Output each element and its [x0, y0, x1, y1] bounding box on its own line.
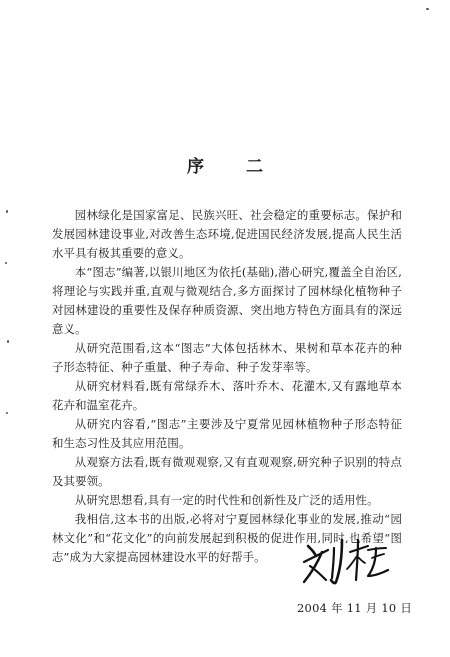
scan-speck	[6, 210, 8, 213]
handwritten-signature	[300, 536, 390, 588]
scan-speck	[426, 8, 429, 10]
paragraph: 从研究思想看,具有一定的时代性和创新性及广泛的适用性。	[74, 493, 379, 507]
scan-speck	[7, 340, 9, 343]
date-line: 2004 年 11 月 10 日	[297, 601, 413, 615]
scan-speck	[5, 262, 7, 264]
paragraph: 从研究材料看,既有常绿乔木、落叶乔木、花灌木,又有露地草本花卉和温室花卉。	[52, 379, 402, 412]
body-text	[52, 206, 402, 567]
scan-speck	[6, 412, 8, 414]
paragraph: 我相信,这本书的出版,必将对宁夏园林绿化事业的发展,推动“园林文化”和“花文化”的向前发展起到积极的促进作用,同时,也希望“图志”成为大家提高园林建设水平的好帮手。	[52, 512, 402, 564]
paragraph: 从研究内容看,“图志”主要涉及宁夏常见园林植物种子形态特征和生态习性及其应用范围。	[52, 417, 402, 450]
paragraph: 从研究范围看,这本“图志”大体包括林木、果树和草本花卉的种子形态特征、种子重量、种子寿命、种子发芽率等。	[52, 341, 402, 374]
paragraph: 本“图志”编著,以银川地区为依托(基础),潜心研究,覆盖全自治区,将理论与实践并重,直观与微观结合,多方面探讨了园林绿化植物种子对园林建设的重要性及保存种质资源、突出地方特色方面具有的深远意义。	[52, 265, 402, 336]
paragraph: 园林绿化是国家富足、民族兴旺、社会稳定的重要标志。保护和发展园林建设事业,对改善生态环境,促进国民经济发展,提高人民生活水平具有极其重要的意义。	[52, 208, 402, 260]
paragraph: 从观察方法看,既有微观观察,又有直观观察,研究种子识别的特点及其要领。	[52, 455, 402, 488]
page-title: 序 二	[187, 157, 281, 177]
